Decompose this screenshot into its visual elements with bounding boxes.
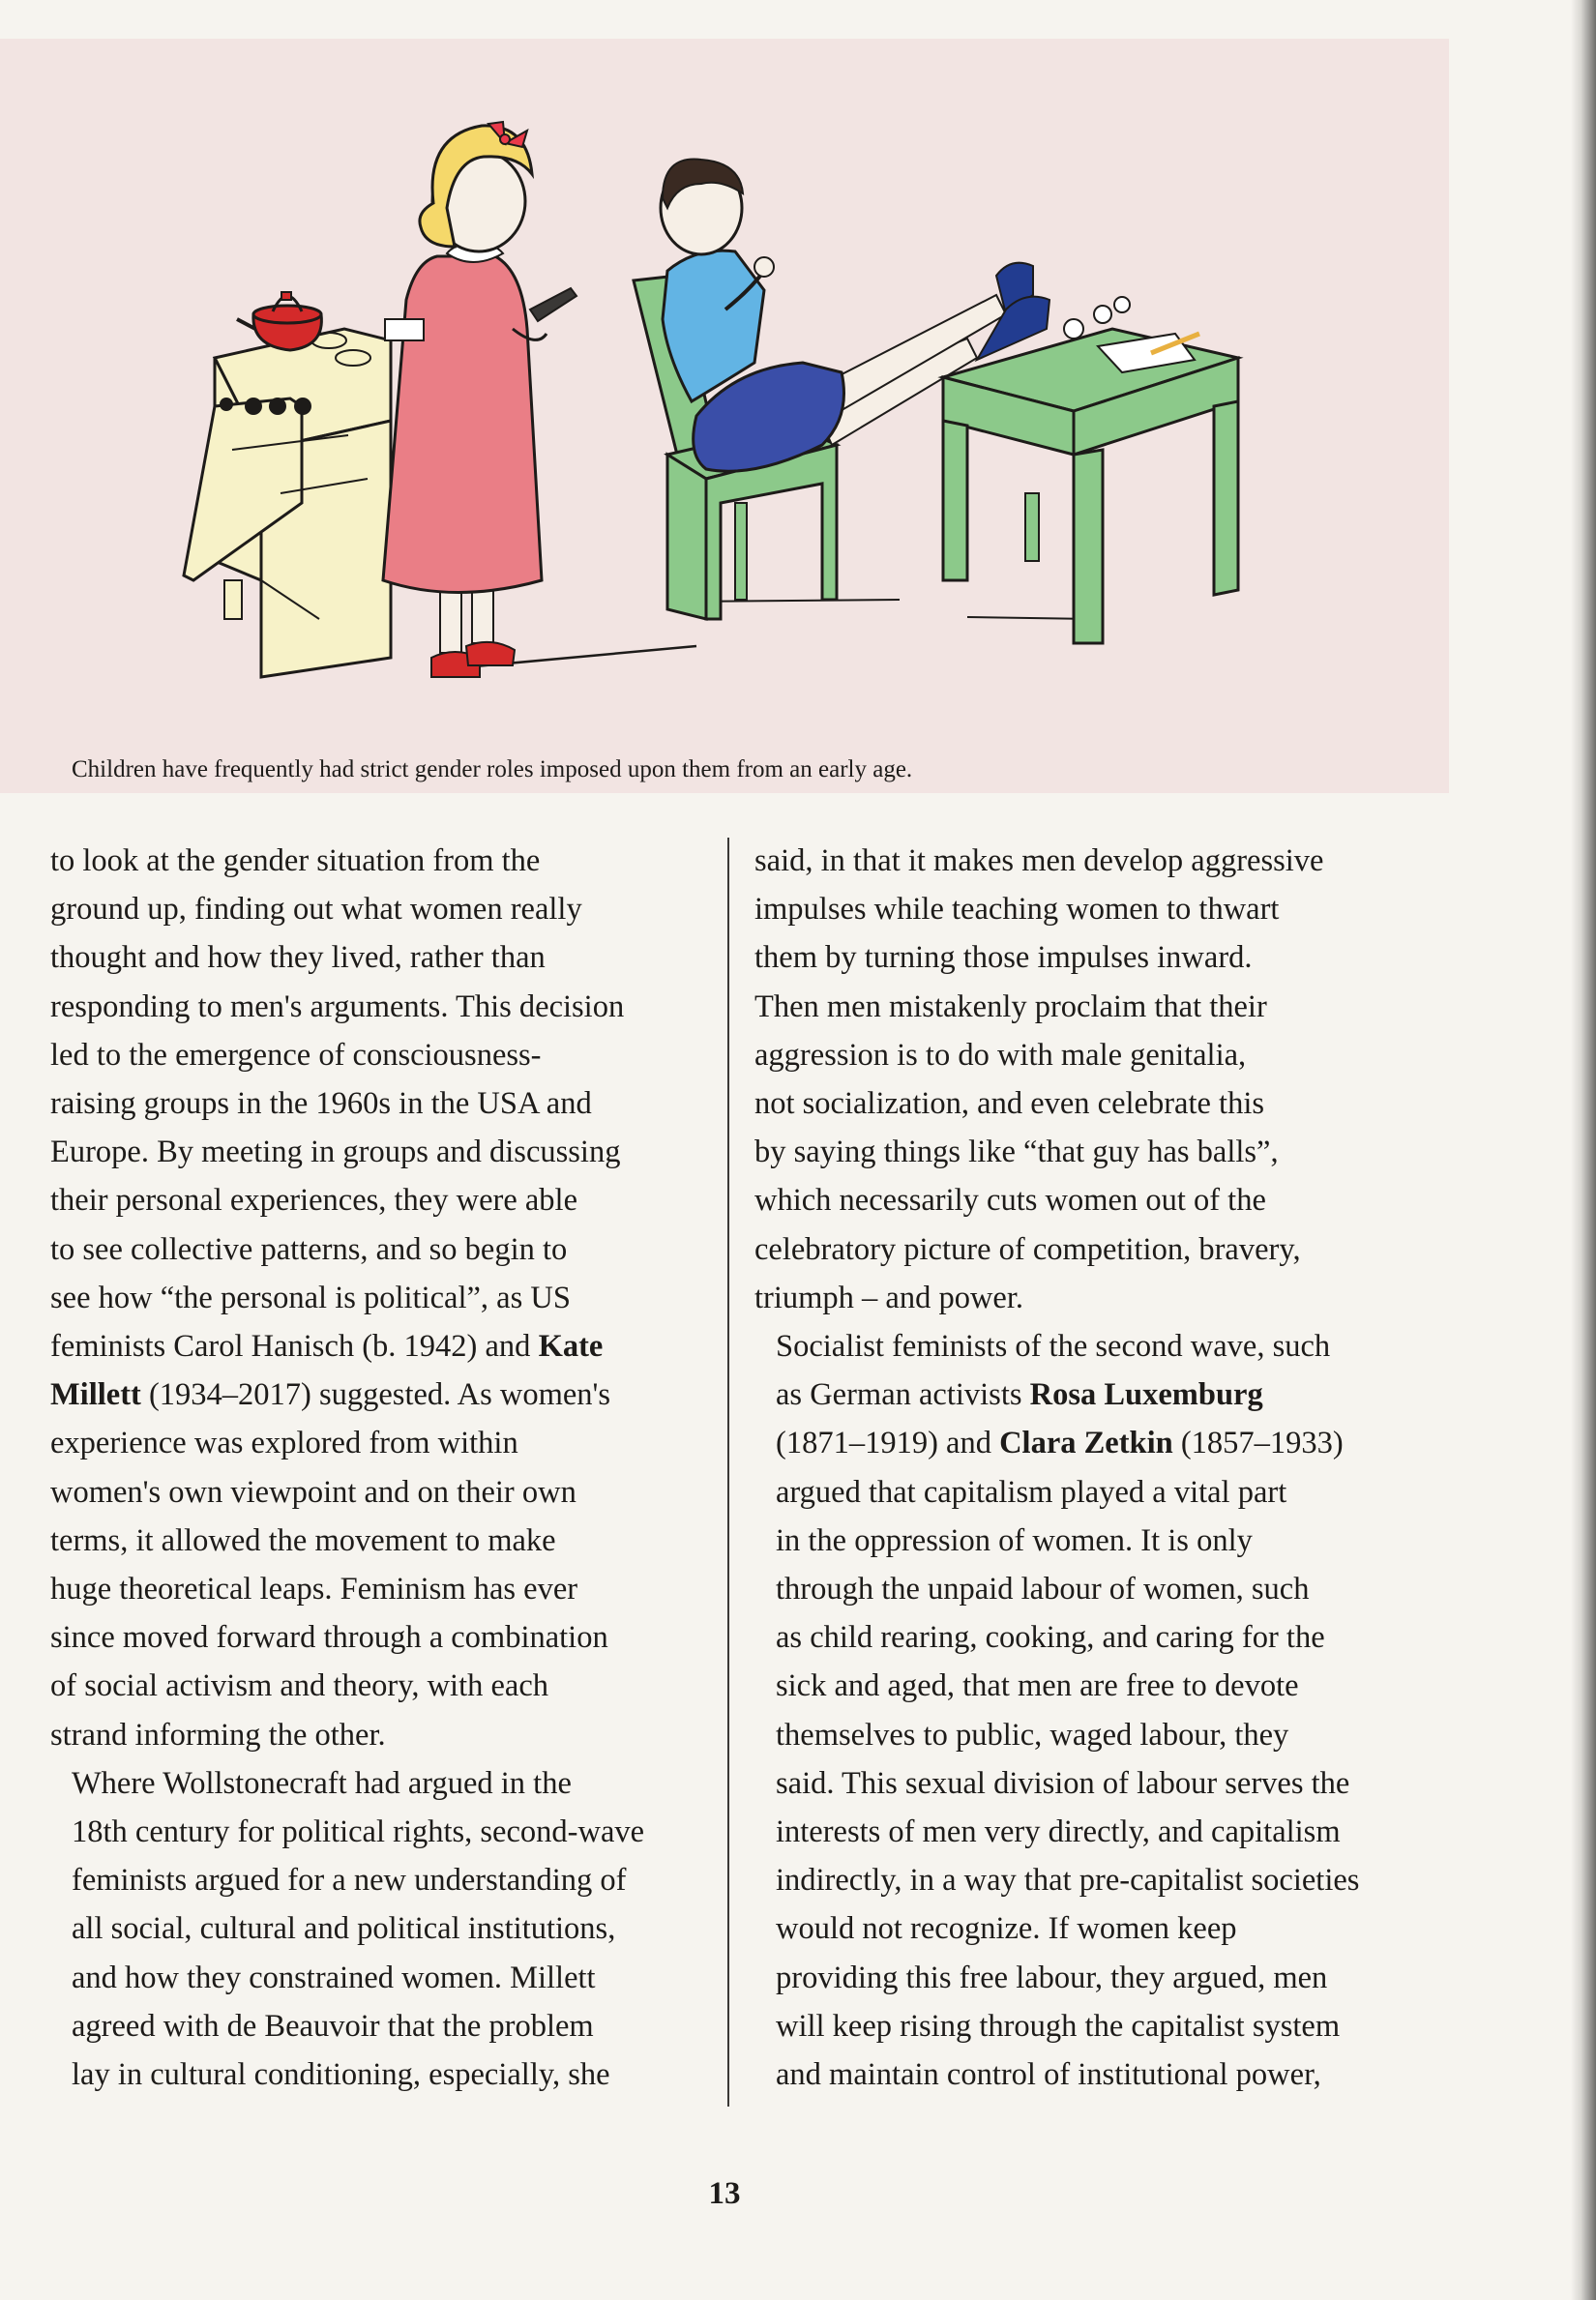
text-line (72, 1954, 708, 2002)
text-line (776, 1419, 1432, 1467)
text-line (50, 1031, 708, 1079)
text-line (754, 1176, 1432, 1224)
text-line (754, 1079, 1432, 1128)
line-text: women's own viewpoint and on their own (50, 1474, 576, 1510)
text-line (50, 885, 708, 933)
text-line (72, 1759, 708, 1808)
line-text: see how “the personal is political”, as US (50, 1280, 571, 1315)
text-line (754, 1031, 1432, 1079)
line-text: responding to men's arguments. This decision (50, 988, 625, 1024)
line-text: would not recognize. If women keep (776, 1911, 1237, 1947)
text-line (776, 1856, 1432, 1904)
line-text: thought and how they lived, rather than (50, 940, 546, 976)
text-line (776, 1565, 1432, 1613)
text-line (50, 1565, 708, 1613)
line-text: feminists argued for a new understanding of (72, 1863, 627, 1899)
children-gender-roles-illustration (0, 39, 1449, 793)
line-text: through the unpaid labour of women, such (776, 1572, 1310, 1607)
line-text: 18th century for political rights, second-wave (72, 1814, 645, 1850)
line-text: to look at the gender situation from the (50, 843, 541, 878)
line-text: as German activists (776, 1377, 1030, 1413)
toy-stove (184, 329, 391, 677)
text-line (72, 1808, 708, 1856)
line-text: triumph – and power. (754, 1280, 1024, 1315)
text-line (50, 1371, 708, 1419)
line-text: said, in that it makes men develop aggressive (754, 843, 1324, 878)
text-line (776, 1517, 1432, 1565)
text-line (50, 1128, 708, 1176)
text-line (50, 837, 708, 885)
text-line (50, 1711, 708, 1759)
line-text: by saying things like “that guy has balls”, (754, 1135, 1279, 1170)
text-line (754, 1274, 1432, 1322)
line-text: raising groups in the 1960s in the USA and (50, 1086, 592, 1122)
left-column (50, 837, 708, 2099)
text-line (776, 1613, 1432, 1662)
line-text: Europe. By meeting in groups and discussing (50, 1135, 621, 1170)
text-line (776, 1371, 1432, 1419)
line-text: aggression is to do with male genitalia, (754, 1037, 1247, 1073)
line-text: them by turning those impulses inward. (754, 940, 1253, 976)
bold-name: Rosa Luxemburg (1029, 1377, 1263, 1413)
line-text: agreed with de Beauvoir that the problem (72, 2008, 594, 2044)
text-line (72, 1904, 708, 1953)
text-line (72, 2002, 708, 2050)
text-line (754, 1225, 1432, 1274)
line-text: celebratory picture of competition, bravery, (754, 1231, 1301, 1267)
text-line (50, 1225, 708, 1274)
line-text: and maintain control of institutional power, (776, 2057, 1321, 2093)
line-text: (1857–1933) (1172, 1426, 1344, 1461)
text-line (50, 1517, 708, 1565)
line-text: themselves to public, waged labour, they (776, 1717, 1289, 1753)
text-line (72, 2050, 708, 2099)
text-line (776, 1808, 1432, 1856)
line-text: (1934–2017) suggested. As women's (140, 1377, 611, 1413)
text-line (754, 1128, 1432, 1176)
text-line (776, 1954, 1432, 2002)
line-text: said. This sexual division of labour serves the (776, 1765, 1350, 1801)
line-text: and how they constrained women. Millett (72, 1960, 596, 1995)
column-divider (727, 838, 729, 2107)
line-text: experience was explored from within (50, 1426, 518, 1461)
line-text: interests of men very directly, and capitalism (776, 1814, 1341, 1850)
text-line (50, 1662, 708, 1710)
line-text: will keep rising through the capitalist system (776, 2008, 1341, 2044)
figure-caption: Children have frequently had strict gender roles imposed upon them from an early age. (72, 756, 913, 782)
text-line (50, 1468, 708, 1517)
text-line (776, 1711, 1432, 1759)
line-text: strand informing the other. (50, 1717, 386, 1753)
text-line (776, 2002, 1432, 2050)
line-text: (1871–1919) and (776, 1426, 1000, 1461)
text-line (50, 1079, 708, 1128)
line-text: of social activism and theory, with each (50, 1668, 549, 1704)
girl-figure (383, 122, 576, 677)
text-line (50, 1613, 708, 1662)
text-line (776, 1468, 1432, 1517)
line-text: Then men mistakenly proclaim that their (754, 988, 1267, 1024)
text-line (50, 1419, 708, 1467)
text-line (754, 885, 1432, 933)
text-line (776, 1904, 1432, 1953)
line-text: sick and aged, that men are free to devote (776, 1668, 1299, 1704)
text-line (50, 1322, 708, 1371)
bold-name: Kate (538, 1329, 604, 1365)
kettle (237, 292, 321, 350)
page-edge-shadow (1571, 0, 1596, 2300)
left-paragraph-1 (50, 837, 708, 1759)
line-text: all social, cultural and political institutions, (72, 1911, 616, 1947)
left-paragraph-2 (50, 1759, 708, 2099)
text-line (754, 983, 1432, 1031)
line-text: Socialist feminists of the second wave, such (776, 1329, 1331, 1365)
text-line (776, 1662, 1432, 1710)
bold-name: Clara Zetkin (999, 1426, 1173, 1461)
line-text: not socialization, and even celebrate this (754, 1086, 1265, 1122)
text-line (50, 1176, 708, 1224)
text-line (776, 1759, 1432, 1808)
line-text: in the oppression of women. It is only (776, 1522, 1253, 1558)
text-line (754, 933, 1432, 982)
text-line (72, 1856, 708, 1904)
right-paragraph-1 (754, 837, 1432, 1322)
right-paragraph-2 (754, 1322, 1432, 2099)
line-text: huge theoretical leaps. Feminism has ever (50, 1572, 578, 1607)
line-text: their personal experiences, they were able (50, 1183, 578, 1219)
line-text: Where Wollstonecraft had argued in the (72, 1765, 572, 1801)
page-number: 13 (708, 2176, 741, 2211)
text-line (776, 2050, 1432, 2099)
line-text: as child rearing, cooking, and caring for the (776, 1620, 1325, 1656)
text-line (776, 1322, 1432, 1371)
bold-name: Millett (50, 1377, 141, 1413)
text-line (50, 983, 708, 1031)
illustration-panel (0, 39, 1449, 793)
line-text: which necessarily cuts women out of the (754, 1183, 1266, 1219)
line-text: to see collective patterns, and so begin to (50, 1231, 568, 1267)
right-column (754, 837, 1432, 2099)
line-text: led to the emergence of consciousness- (50, 1037, 542, 1073)
line-text: providing this free labour, they argued, men (776, 1960, 1328, 1995)
line-text: lay in cultural conditioning, especially, she (72, 2057, 610, 2093)
line-text: since moved forward through a combination (50, 1620, 608, 1656)
line-text: argued that capitalism played a vital part (776, 1474, 1287, 1510)
line-text: feminists Carol Hanisch (b. 1942) and (50, 1329, 539, 1365)
line-text: ground up, finding out what women really (50, 892, 582, 928)
line-text: indirectly, in a way that pre-capitalist societies (776, 1863, 1360, 1899)
line-text: impulses while teaching women to thwart (754, 892, 1280, 928)
text-line (50, 933, 708, 982)
text-line (50, 1274, 708, 1322)
text-line (754, 837, 1432, 885)
line-text: terms, it allowed the movement to make (50, 1522, 556, 1558)
